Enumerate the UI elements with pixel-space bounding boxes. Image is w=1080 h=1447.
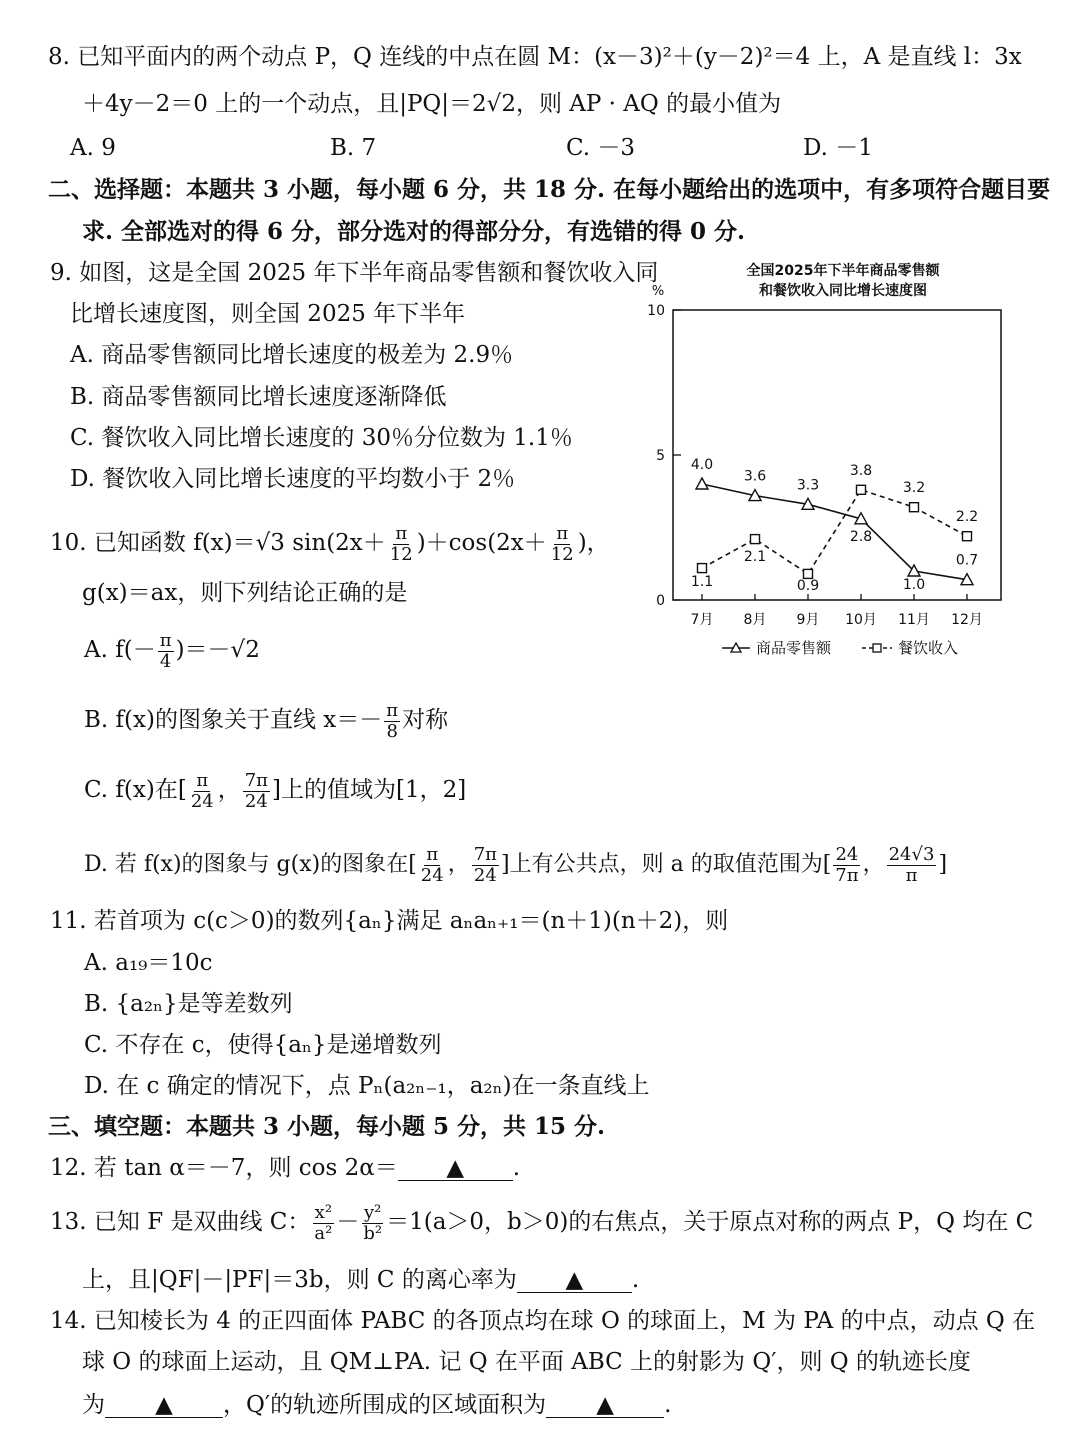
x-tick-label-1: 8月 (743, 612, 767, 628)
catering-point-5 (963, 532, 972, 541)
q8-option-c: C. －3 (566, 135, 636, 161)
y-tick-label-5: 5 (656, 448, 665, 464)
q10-twelve-2: 12 (550, 543, 574, 565)
q14-answer-blank-2[interactable]: ▲ (546, 1393, 664, 1418)
catering-point-4 (910, 503, 919, 512)
legend-square-marker (873, 644, 881, 652)
retail-label-3: 2.8 (849, 528, 873, 545)
q14-line3: 为 ▲ ，Q′的轨迹所围成的区域面积为 ▲ . (82, 1392, 672, 1418)
catering-label-5: 2.2 (955, 509, 979, 526)
section2-instructions: 求. 全部选对的得 6 分，部分选对的得部分分，有选错的得 0 分. (82, 218, 746, 245)
y-tick-label-0: 0 (656, 593, 665, 609)
retail-point-0 (696, 478, 708, 489)
catering-point-0 (698, 564, 707, 573)
y-tick-label-10: 10 (647, 303, 665, 319)
q11-option-a: A. a₁₉＝10c (84, 950, 213, 976)
chart-title: 全国2025年下半年商品零售额 (746, 263, 940, 279)
q13-line1: 13. 已知 F 是双曲线 C： $\frac{\text{x²}}{\text{a²}}$ － $\frac{\text{y²}}{\text{b²}}$ ＝1(a＞0，b＞0)的右焦点，关于原点对称的两点 P，Q 均在 C (50, 1201, 1034, 1244)
q8-line2: ＋4y－2＝0 上的一个动点，且|PQ|＝2√2，则 AP · AQ 的最小值为 (82, 91, 782, 117)
catering-label-3: 3.8 (849, 462, 873, 479)
q14-line2: 球 O 的球面上运动，且 QM⊥PA. 记 Q 在平面 ABC 上的射影为 Q′，则 Q 的轨迹长度 (82, 1349, 971, 1375)
legend-retail: 商品零售额 (756, 639, 832, 657)
retail-label-1: 3.6 (743, 468, 767, 485)
chart-subtitle: 和餐饮收入同比增长速度图 (759, 283, 927, 299)
section3-heading: 三、填空题：本题共 3 小题，每小题 5 分，共 15 分. (48, 1113, 606, 1140)
catering-label-2: 0.9 (796, 577, 820, 594)
catering-point-3 (857, 485, 866, 494)
q10-option-d: D. 若 f(x)的图象与 g(x)的图象在[ $\frac{\pi}{24}$ ， $\frac{7\pi}{24}$ ]上有公共点，则 a 的取值范围为[ $\frac{24}{7\pi}$ ， $\frac{24√3}{\pi}$ ] (84, 843, 948, 886)
catering-label-4: 3.2 (902, 480, 926, 497)
q11-stem: 11. 若首项为 c(c＞0)的数列{aₙ}满足 aₙaₙ₊₁＝(n＋1)(n＋2)，则 (50, 908, 729, 934)
q10-option-c: C. f(x)在[ $\frac{\pi}{24}$ ， $\frac{7\pi}{24}$ ]上的值域为[1，2] (84, 769, 467, 812)
q9-line1: 9. 如图，这是全国 2025 年下半年商品零售额和餐饮收入同 (50, 260, 659, 286)
x-tick-label-3: 10月 (845, 612, 877, 628)
q11-option-d: D. 在 c 确定的情况下，点 Pₙ(a₂ₙ₋₁，a₂ₙ)在一条直线上 (84, 1073, 650, 1099)
retail-label-4: 1.0 (902, 577, 926, 593)
q14-answer-blank-1[interactable]: ▲ (105, 1393, 223, 1418)
chart-plot-frame (673, 310, 1001, 600)
q8-option-d: D. －1 (803, 135, 873, 161)
retail-label-5: 0.7 (955, 552, 979, 569)
q10-stem2: g(x)＝ax，则下列结论正确的是 (82, 580, 408, 606)
series-line-1 (702, 490, 967, 574)
q10-pi-2: π (556, 522, 569, 544)
chart-ylabel: % (651, 284, 665, 299)
q9-option-a: A. 商品零售额同比增长速度的极差为 2.9％ (70, 342, 514, 368)
q8-option-a: A. 9 (70, 135, 116, 161)
q13-answer-blank[interactable]: ▲ (517, 1268, 632, 1293)
q10-option-b: B. f(x)的图象关于直线 x＝－ $\frac{\pi}{8}$ 对称 (84, 699, 449, 742)
q14-line1: 14. 已知棱长为 4 的正四面体 PABC 的各顶点均在球 O 的球面上，M 为 PA 的中点，动点 Q 在 (50, 1308, 1036, 1334)
chart-legend (722, 639, 958, 657)
section2-heading: 二、选择题：本题共 3 小题，每小题 6 分，共 18 分. 在每小题给出的选项中，有多项符合题目要 (48, 176, 1051, 203)
catering-label-0: 1.1 (690, 574, 714, 591)
q8-line1: 8. 已知平面内的两个动点 P，Q 连线的中点在圆 M：(x－3)²＋(y－2)²＝4 上，A 是直线 l：3x (48, 44, 1022, 70)
q10-option-a: A. f(－ $\frac{\pi}{4}$ )＝－√2 (84, 629, 260, 672)
q8-option-b: B. 7 (330, 135, 377, 161)
q9-option-d: D. 餐饮收入同比增长速度的平均数小于 2％ (70, 466, 516, 492)
legend-catering: 餐饮收入 (898, 639, 959, 657)
retail-label-2: 3.3 (796, 477, 820, 494)
catering-point-1 (751, 535, 760, 544)
q12: 12. 若 tan α＝－7，则 cos 2α＝ ▲ . (50, 1155, 521, 1181)
q9-option-b: B. 商品零售额同比增长速度逐渐降低 (70, 384, 447, 410)
q13-line2: 上，且|QF|－|PF|＝3b，则 C 的离心率为 ▲ . (82, 1267, 640, 1293)
q11-option-c: C. 不存在 c，使得{aₙ}是递增数列 (84, 1032, 442, 1058)
x-tick-label-0: 7月 (690, 612, 714, 628)
retail-label-0: 4.0 (690, 457, 714, 473)
q10-stem: 10. 已知函数 f(x)＝√3 sin(2x＋ $\frac{\pi}{12}$ )＋cos(2x＋ $\frac{\pi}{12}$ )， (50, 522, 610, 565)
q12-answer-blank[interactable]: ▲ (398, 1156, 513, 1181)
x-tick-label-5: 12月 (951, 612, 983, 628)
x-tick-label-2: 9月 (796, 612, 820, 628)
x-tick-label-4: 11月 (898, 612, 930, 628)
q9-option-c: C. 餐饮收入同比增长速度的 30％分位数为 1.1％ (70, 425, 573, 451)
q11-option-b: B. {a₂ₙ}是等差数列 (84, 991, 293, 1017)
q9-line2: 比增长速度图，则全国 2025 年下半年 (70, 301, 466, 327)
catering-label-1: 2.1 (743, 549, 767, 566)
growth-rate-chart (630, 255, 1030, 665)
